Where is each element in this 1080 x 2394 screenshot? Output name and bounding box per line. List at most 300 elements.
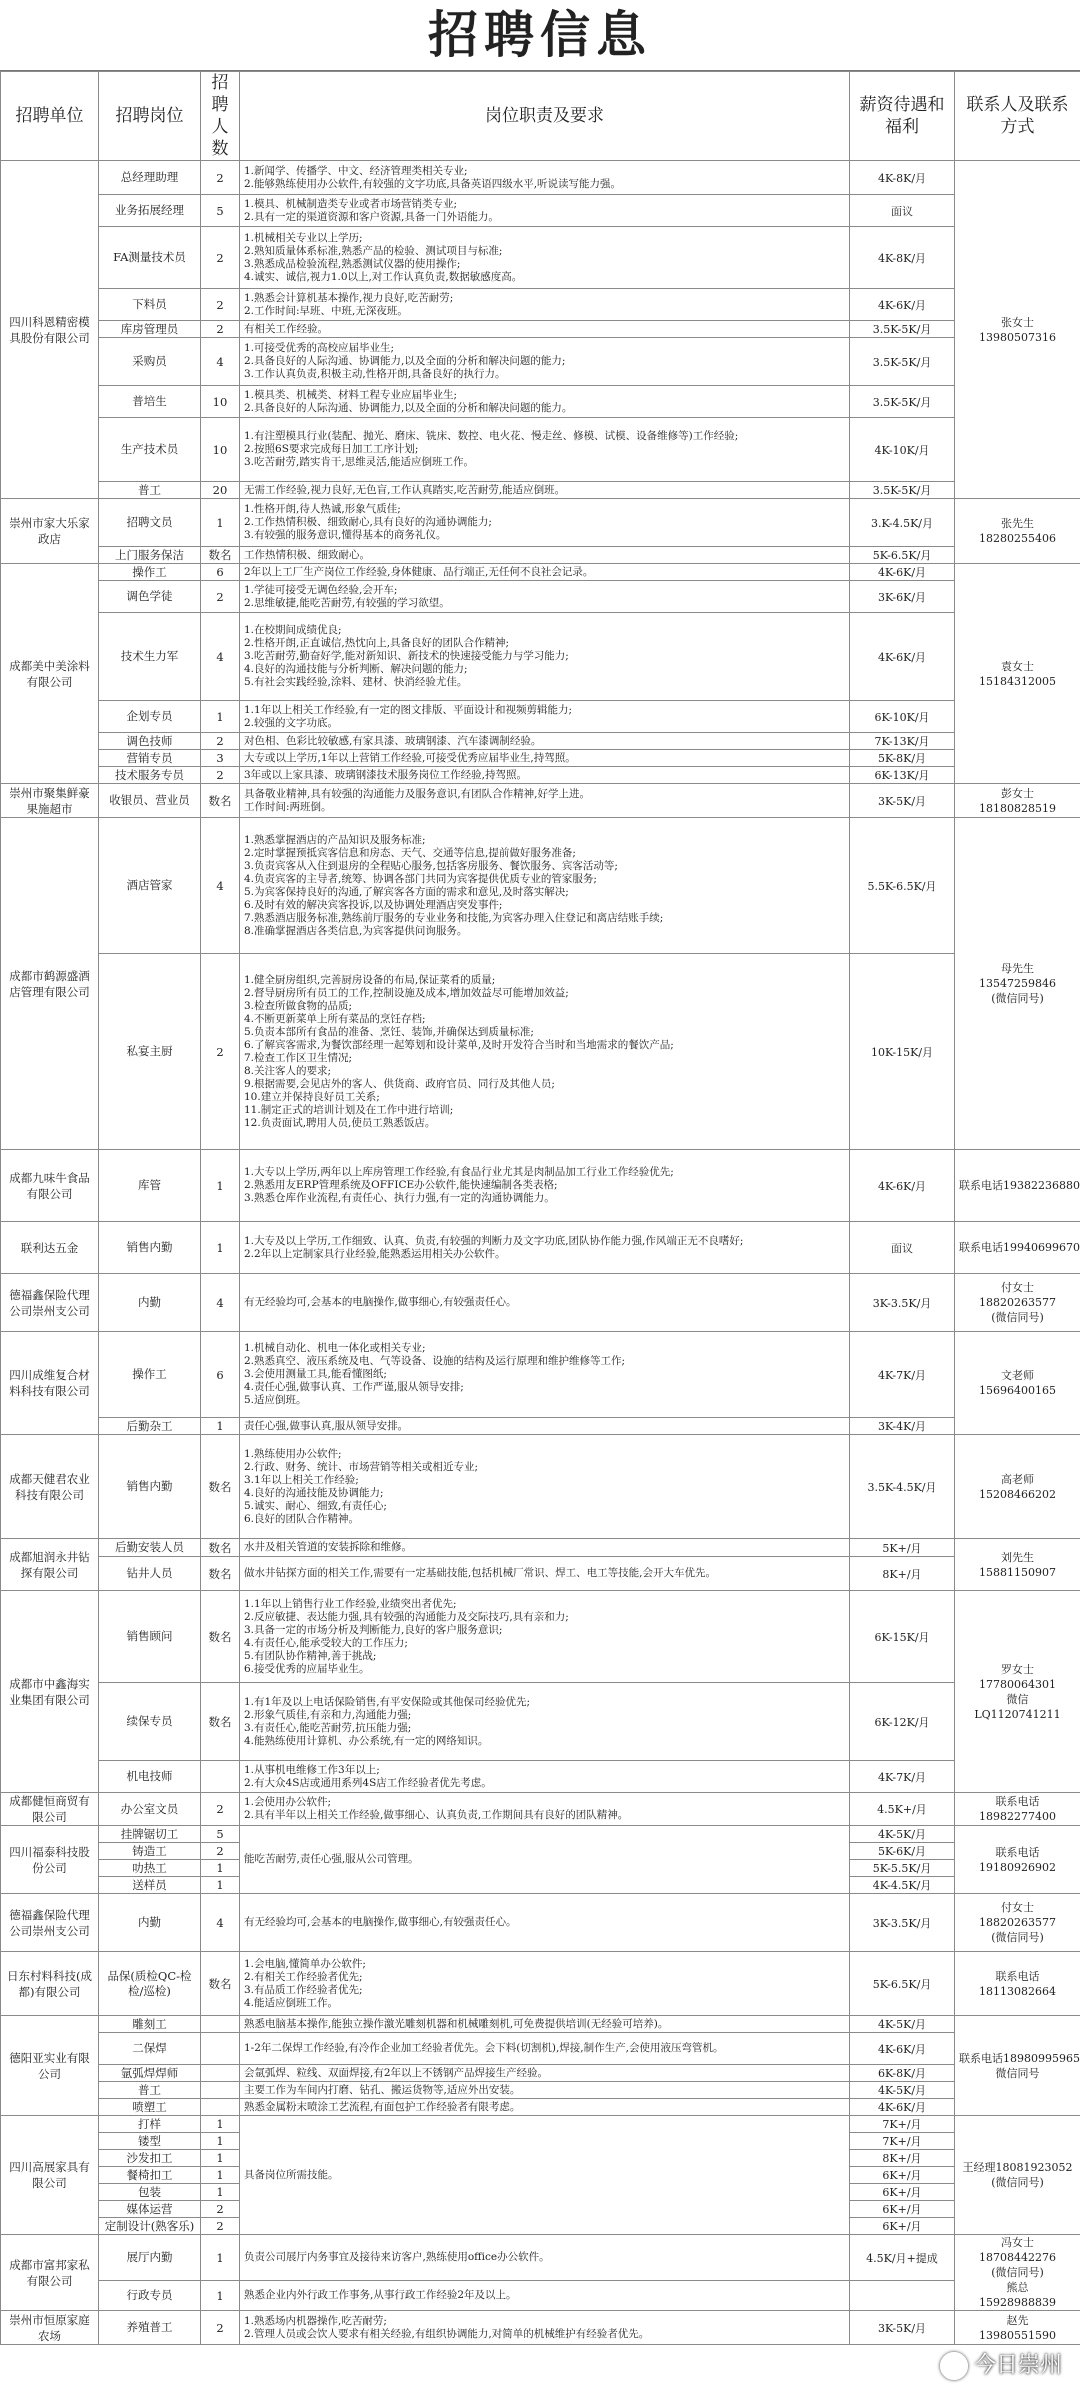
- duty-line: 1.大专以上学历,两年以上库房管理工作经验,有食品行业尤其是肉制品加工行业工作经验优先;: [244, 1166, 674, 1178]
- table-row: [1, 1683, 1080, 1761]
- contact-line: 彭女士: [1001, 786, 1034, 800]
- company-name: 崇州市恒原家庭农场: [1, 2311, 99, 2345]
- headcount: 数名: [201, 1557, 240, 1591]
- headcount: 1: [201, 1860, 240, 1877]
- duty-line: 2.工作时间:早班、中班,无深夜班。: [244, 304, 408, 317]
- duty-line: 4.良好的沟通技能与分析判断、解决问题的能力;: [244, 663, 468, 675]
- contact-line: 19180926902: [979, 1860, 1056, 1874]
- duty-line: 2.反应敏捷、表达能力强,具有较强的沟通能力及交际技巧,具有亲和力;: [244, 1610, 569, 1623]
- job-post: 挂牌锯切工: [99, 1826, 201, 1843]
- job-duties: [240, 954, 850, 1150]
- job-post: 后勤安装人员: [99, 1539, 201, 1557]
- job-post: 续保专员: [99, 1683, 201, 1761]
- contact-line: 13547259846: [979, 977, 1056, 990]
- headcount: 1: [201, 2235, 240, 2281]
- table-row: [1, 1894, 1080, 1952]
- contact-line: 18820263577: [979, 1296, 1056, 1309]
- duty-line: 2.2年以上定制家具行业经验,能熟悉运用相关办公软件。: [244, 1247, 506, 1260]
- table-row: [1, 1332, 1080, 1418]
- duty-line: 2.具备良好的人际沟通、协调能力,以及全面的分析和解决问题的能力。: [244, 401, 573, 414]
- duty-line: 3.吃苦耐劳,踏实肯干,思维灵活,能适应倒班工作。: [244, 456, 475, 468]
- table-row: [1, 767, 1080, 784]
- duty-line: 熟悉电脑基本操作,能独立操作激光雕刻机器和机械雕刻机,可免费提供培训(无经验可培养)。: [244, 2017, 669, 2030]
- duty-line: 3.熟悉仓库作业流程,有责任心、执行力强,有一定的沟通协调能力。: [244, 1192, 555, 1204]
- job-post: 调色技师: [99, 733, 201, 750]
- contact-line: 文老师: [1001, 1369, 1034, 1382]
- salary: 5K-5.5K/月: [850, 1860, 955, 1877]
- salary: 4K-6K/月: [850, 564, 955, 581]
- job-duties: [240, 1683, 850, 1761]
- duty-line: 1.熟悉场内机器操作,吃苦耐劳;: [244, 2314, 387, 2327]
- duty-line: 1.会使用办公软件;: [244, 1796, 332, 1808]
- contact-info: [955, 1150, 1080, 1222]
- duty-line: 3.有较强的服务意识,懂得基本的商务礼仪。: [244, 529, 447, 541]
- headcount: 数名: [201, 1435, 240, 1539]
- job-duties: [240, 2311, 850, 2345]
- contact-line: 15184312005: [979, 674, 1056, 688]
- header-post: 招聘岗位: [99, 72, 201, 161]
- duty-line: 2.管理人员或会饮人要求有相关经验,有组织协调能力,对简单的机械维护有经验者优先。: [244, 2327, 650, 2340]
- salary: 面议: [850, 195, 955, 227]
- job-duties: [240, 2033, 850, 2065]
- salary: 3.5K-5K/月: [850, 386, 955, 418]
- duty-line: 对色相、色彩比较敏感,有家具漆、玻璃钢漆、汽车漆调制经验。: [244, 734, 542, 747]
- job-duties: [240, 161, 850, 195]
- contact-line: 母先生: [1001, 962, 1034, 975]
- job-duties: [240, 701, 850, 733]
- table-row: [1, 581, 1080, 613]
- duty-line: 2.熟知质量体系标准,熟悉产品的检验、测试项目与标准;: [244, 244, 503, 257]
- table-row: [1, 1150, 1080, 1222]
- duty-line: 1.模具、机械制造类专业或者市场营销类专业;: [244, 197, 458, 210]
- contact-line: 王经理18081923052: [962, 2161, 1073, 2174]
- job-duties: [240, 1557, 850, 1591]
- duty-line: 2.性格开朗,正直诚信,热忱向上,具备良好的团队合作精神;: [244, 637, 510, 649]
- headcount: 2: [201, 954, 240, 1150]
- duty-line: 大专或以上学历,1年以上营销工作经验,可接受优秀应届毕业生,持驾照。: [244, 751, 576, 764]
- table-row: [1, 784, 1080, 818]
- contact-info: [955, 2116, 1080, 2235]
- contact-info: [955, 1826, 1080, 1894]
- job-post: 展厅内勤: [99, 2235, 201, 2281]
- table-row: [1, 499, 1080, 547]
- duty-line: 做水井钻探方面的相关工作,需要有一定基础技能,包括机械厂常识、焊工、电工等技能,会开大车优先。: [244, 1567, 717, 1579]
- salary: 7K+/月: [850, 2116, 955, 2133]
- job-post: 企划专员: [99, 701, 201, 733]
- salary: 3K-3.5K/月: [850, 1894, 955, 1952]
- table-row: [1, 2116, 1080, 2133]
- salary: 3K-6K/月: [850, 581, 955, 613]
- duty-line: 具备敬业精神,具有较强的沟通能力及服务意识,有团队合作精神,好学上进。: [244, 787, 591, 800]
- duty-line: 1.会电脑,懂简单办公软件;: [244, 1957, 366, 1970]
- company-name: 四川高展家具有限公司: [1, 2116, 99, 2235]
- headcount: 数名: [201, 1539, 240, 1557]
- headcount: 1: [201, 701, 240, 733]
- job-post: 沙发扣工: [99, 2150, 201, 2167]
- duty-line: 10.建立并保持良好员工关系;: [244, 1090, 380, 1103]
- contact-line: 熊总: [1006, 2281, 1029, 2294]
- contact-line: 15696400165: [979, 1384, 1056, 1397]
- contact-line: 17780064301: [979, 1677, 1056, 1691]
- job-post: 餐椅扣工: [99, 2167, 201, 2184]
- contact-line: 联系电话19940699670: [959, 1241, 1080, 1254]
- contact-line: 联系电话: [995, 1845, 1040, 1859]
- duty-line: 1.熟悉掌握酒店的产品知识及服务标准;: [244, 833, 426, 846]
- salary: 3.5K-5K/月: [850, 338, 955, 386]
- table-row: [1, 2082, 1080, 2099]
- table-row: [1, 613, 1080, 701]
- contact-line: 微信同号: [995, 2066, 1040, 2080]
- job-post: 私宴主厨: [99, 954, 201, 1150]
- company-name: 成都市鹤源盛酒店管理有限公司: [1, 818, 99, 1150]
- job-duties: [240, 195, 850, 227]
- headcount: 1: [201, 1877, 240, 1894]
- table-row: [1, 2311, 1080, 2345]
- job-post: 采购员: [99, 338, 201, 386]
- contact-info: [955, 1952, 1080, 2016]
- duty-line: 5.负责本部所有食品的准备、烹饪、装饰,并确保达到质量标准;: [244, 1025, 534, 1038]
- job-duties: [240, 613, 850, 701]
- job-post: 业务拓展经理: [99, 195, 201, 227]
- duty-line: 4.能熟练使用计算机、办公系统,有一定的网络知识。: [244, 1734, 489, 1747]
- duty-line: 1.可接受优秀的高校应届毕业生;: [244, 342, 395, 354]
- salary: 面议: [850, 1222, 955, 1274]
- duty-line: 2.行政、财务、统计、市场营销等相关或相近专业;: [244, 1460, 479, 1473]
- contact-info: [955, 2311, 1080, 2345]
- job-post: 招聘文员: [99, 499, 201, 547]
- job-post: 生产技术员: [99, 418, 201, 482]
- duty-line: 4.能适应倒班工作。: [244, 1996, 339, 2009]
- duty-line: 1.从事机电维修工作3年以上;: [244, 1763, 380, 1776]
- table-row: [1, 1761, 1080, 1793]
- headcount: 6: [201, 1332, 240, 1418]
- headcount: [201, 2065, 240, 2082]
- job-duties: [240, 1761, 850, 1793]
- table-row: [1, 750, 1080, 767]
- company-name: 成都市中鑫海实业集团有限公司: [1, 1591, 99, 1793]
- company-name: 成都市富邦家私有限公司: [1, 2235, 99, 2311]
- job-post: 营销专员: [99, 750, 201, 767]
- recruitment-table: [0, 71, 1080, 2345]
- page-title: 招聘信息: [0, 0, 1080, 71]
- contact-line: 15928988839: [979, 2296, 1056, 2309]
- salary: 3K-4K/月: [850, 1418, 955, 1435]
- job-post: 内勤: [99, 1274, 201, 1332]
- contact-line: 赵先: [1006, 2313, 1029, 2327]
- duty-line: 1.在校期间成绩优良;: [244, 624, 342, 636]
- contact-line: 15881150907: [979, 1565, 1056, 1579]
- duty-line: 2年以上工厂生产岗位工作经验,身体健康、品行端正,无任何不良社会记录。: [244, 565, 594, 578]
- salary: 4K-8K/月: [850, 161, 955, 195]
- job-duties: [240, 499, 850, 547]
- contact-info: [955, 499, 1080, 564]
- company-name: 成都天健君农业科技有限公司: [1, 1435, 99, 1539]
- headcount: 2: [201, 767, 240, 784]
- job-post: 技术服务专员: [99, 767, 201, 784]
- contact-info: [955, 1894, 1080, 1952]
- headcount: [201, 2016, 240, 2033]
- contact-info: [955, 1591, 1080, 1793]
- salary: 6K+/月: [850, 2167, 955, 2184]
- job-duties: [240, 2116, 850, 2235]
- table-row: [1, 2281, 1080, 2311]
- headcount: 2: [201, 2201, 240, 2218]
- table-row: [1, 1557, 1080, 1591]
- duty-line: 4.不断更新菜单上所有菜品的烹饪存档;: [244, 1012, 426, 1025]
- salary: 4.5K/月+提成: [850, 2235, 955, 2281]
- job-post: 内勤: [99, 1894, 201, 1952]
- table-row: [1, 195, 1080, 227]
- contact-line: (微信同号): [991, 992, 1044, 1005]
- duty-line: 2.有相关工作经验者优先;: [244, 1970, 363, 1983]
- table-row: [1, 733, 1080, 750]
- job-post: 普工: [99, 482, 201, 499]
- headcount: 2: [201, 1843, 240, 1860]
- job-duties: [240, 2082, 850, 2099]
- job-duties: [240, 733, 850, 750]
- job-post: 氩弧焊焊师: [99, 2065, 201, 2082]
- job-duties: [240, 1793, 850, 1826]
- table-row: [1, 818, 1080, 954]
- duty-line: 5.为宾客保持良好的沟通,了解宾客各方面的需求和意见,及时落实解决;: [244, 885, 569, 898]
- job-post: 调色学徒: [99, 581, 201, 613]
- job-duties: [240, 1222, 850, 1274]
- duty-line: 5.诚实、耐心、细致,有责任心;: [244, 1499, 387, 1512]
- table-row: [1, 1591, 1080, 1683]
- company-name: 四川科恩精密模具股份有限公司: [1, 161, 99, 499]
- table-row: [1, 2065, 1080, 2082]
- duty-line: 5.有社会实践经验,涂料、建材、快消经验尤佳。: [244, 676, 468, 688]
- duty-line: 负责公司展厅内务事宜及接待来访客户,熟练使用office办公软件。: [244, 2251, 550, 2263]
- watermark-text: 今日崇州: [973, 2353, 1062, 2378]
- salary: 6K+/月: [850, 2201, 955, 2218]
- contact-line: 袁女士: [1001, 659, 1034, 673]
- job-post: 打样: [99, 2116, 201, 2133]
- job-post: 操作工: [99, 1332, 201, 1418]
- contact-line: 13980551590: [979, 2328, 1056, 2342]
- salary: 4K-4.5K/月: [850, 1877, 955, 1894]
- job-duties: [240, 482, 850, 499]
- duty-line: 4.良好的沟通技能及协调能力;: [244, 1486, 384, 1499]
- job-duties: [240, 1894, 850, 1952]
- header-company: 招聘单位: [1, 72, 99, 161]
- contact-line: 高老师: [1001, 1472, 1034, 1486]
- duty-line: 2.形象气质佳,有亲和力,沟通能力强;: [244, 1708, 412, 1721]
- duty-line: 3.工作认真负责,积极主动,性格开朗,具备良好的执行力。: [244, 368, 506, 380]
- company-name: 联利达五金: [1, 1222, 99, 1274]
- duty-line: 熟悉企业内外行政工作事务,从事行政工作经验2年及以上。: [244, 2289, 517, 2301]
- job-post: 库管: [99, 1150, 201, 1222]
- job-post: 技术生力军: [99, 613, 201, 701]
- salary: 5K-6.5K/月: [850, 547, 955, 564]
- table-row: [1, 1826, 1080, 1843]
- job-duties: [240, 1591, 850, 1683]
- salary: 6K-10K/月: [850, 701, 955, 733]
- salary: 6K-13K/月: [850, 767, 955, 784]
- headcount: 2: [201, 1793, 240, 1826]
- duty-line: 2.有大众4S店或通用系列4S店工作经验者优先考虑。: [244, 1776, 492, 1789]
- contact-info: [955, 161, 1080, 499]
- job-post: 定制设计(熟客乐): [99, 2218, 201, 2235]
- duty-line: 3.会使用测量工具,能看懂图纸;: [244, 1368, 387, 1380]
- job-duties: [240, 1435, 850, 1539]
- salary: 8K+/月: [850, 2150, 955, 2167]
- headcount: 6: [201, 564, 240, 581]
- duty-line: 具备岗位所需技能。: [244, 2168, 339, 2181]
- job-duties: [240, 1418, 850, 1435]
- headcount: 5: [201, 195, 240, 227]
- job-duties: [240, 564, 850, 581]
- headcount: 4: [201, 613, 240, 701]
- duty-line: 2.工作热情积极、细致耐心,具有良好的沟通协调能力;: [244, 516, 492, 528]
- duty-line: 3年或以上家具漆、玻璃钢漆技术服务岗位工作经验,持驾照。: [244, 768, 528, 781]
- salary: 5K-6.5K/月: [850, 1952, 955, 2016]
- duty-line: 1.新闻学、传播学、中文、经济管理类相关专业;: [244, 164, 468, 177]
- headcount: 数名: [201, 1591, 240, 1683]
- job-duties: [240, 750, 850, 767]
- duty-line: 有无经验均可,会基本的电脑操作,做事细心,有较强责任心。: [244, 1296, 517, 1308]
- contact-line: 联系电话: [995, 1795, 1040, 1808]
- contact-line: 15208466202: [979, 1487, 1056, 1501]
- contact-line: 付女士: [1001, 1901, 1034, 1914]
- contact-line: 18820263577: [979, 1916, 1056, 1929]
- job-post: 镂型: [99, 2133, 201, 2150]
- job-duties: [240, 1274, 850, 1332]
- job-duties: [240, 767, 850, 784]
- table-row: [1, 386, 1080, 418]
- job-duties: [240, 338, 850, 386]
- salary: 3.5K-4.5K/月: [850, 1435, 955, 1539]
- duty-line: 2.思维敏捷,能吃苦耐劳,有较强的学习欲望。: [244, 596, 450, 609]
- job-post: 销售内勤: [99, 1222, 201, 1274]
- headcount: 2: [201, 227, 240, 289]
- salary: 4K-5K/月: [850, 1826, 955, 1843]
- salary: 4K-6K/月: [850, 2033, 955, 2065]
- duty-line: 11.制定正式的培训计划及在工作中进行培训;: [244, 1103, 454, 1116]
- salary: 5.5K-6.5K/月: [850, 818, 955, 954]
- job-duties: [240, 784, 850, 818]
- job-post: 后勤杂工: [99, 1418, 201, 1435]
- duty-line: 能吃苦耐劳,责任心强,服从公司管理。: [244, 1853, 419, 1865]
- duty-line: 3.熟悉成品检验流程,熟悉测试仪器的使用操作;: [244, 257, 461, 270]
- table-row: [1, 321, 1080, 338]
- headcount: 1: [201, 1418, 240, 1435]
- contact-line: 罗女士: [1001, 1662, 1034, 1676]
- salary: 8K+/月: [850, 1557, 955, 1591]
- duty-line: 2.较强的文字功底。: [244, 716, 339, 729]
- duty-line: 4.责任心强,做事认真、工作严谨,服从领导安排;: [244, 1381, 464, 1393]
- salary: 4K-6K/月: [850, 289, 955, 321]
- company-name: 崇州市聚集鲜豪果施超市: [1, 784, 99, 818]
- headcount: 1: [201, 2150, 240, 2167]
- watermark: [940, 2348, 1062, 2380]
- salary: [850, 2281, 955, 2311]
- salary: 5K-6K/月: [850, 1843, 955, 1860]
- company-name: 崇州市家大乐家政店: [1, 499, 99, 564]
- salary: 6K+/月: [850, 2184, 955, 2201]
- salary: 4K-7K/月: [850, 1332, 955, 1418]
- contact-line: 13980507316: [979, 330, 1056, 344]
- contact-line: 联系电话19382236880: [959, 1179, 1080, 1192]
- job-post: 库房管理员: [99, 321, 201, 338]
- duty-line: 1.性格开朗,待人热诚,形象气质佳;: [244, 503, 401, 515]
- headcount: 2: [201, 733, 240, 750]
- contact-line: (微信同号): [991, 1311, 1044, 1324]
- wechat-logo-icon: [940, 2352, 968, 2380]
- salary: 6K-8K/月: [850, 2065, 955, 2082]
- duty-line: 1.健全厨房组织,完善厨房设备的布局,保证菜肴的质量;: [244, 973, 496, 986]
- job-duties: [240, 386, 850, 418]
- duty-line: 8.准确掌握酒店各类信息,为宾客提供问询服务。: [244, 924, 468, 937]
- salary: 5K+/月: [850, 1539, 955, 1557]
- duty-line: 6.了解宾客需求,为餐饮部经理一起筹划和设计菜单,及时开发符合当时和当地需求的餐饮产品;: [244, 1038, 674, 1051]
- job-post: 喷塑工: [99, 2099, 201, 2116]
- contact-info: [955, 1793, 1080, 1826]
- contact-info: [955, 564, 1080, 784]
- headcount: [201, 2033, 240, 2065]
- salary: 4K-7K/月: [850, 1761, 955, 1793]
- headcount: 数名: [201, 1952, 240, 2016]
- salary: 4K-5K/月: [850, 2082, 955, 2099]
- headcount: 1: [201, 2184, 240, 2201]
- table-row: [1, 161, 1080, 195]
- contact-info: [955, 1332, 1080, 1435]
- salary: 6K-15K/月: [850, 1591, 955, 1683]
- job-post: 送样员: [99, 1877, 201, 1894]
- job-post: 酒店管家: [99, 818, 201, 954]
- table-row: [1, 1435, 1080, 1539]
- job-post: 行政专员: [99, 2281, 201, 2311]
- salary: 4K-6K/月: [850, 613, 955, 701]
- duty-line: 2.能够熟练使用办公软件,有较强的文字功底,具备英语四级水平,听说读写能力强。: [244, 177, 622, 190]
- salary: 4K-6K/月: [850, 2099, 955, 2116]
- headcount: 数名: [201, 784, 240, 818]
- job-post: FA测量技术员: [99, 227, 201, 289]
- duty-line: 有相关工作经验。: [244, 322, 328, 335]
- salary: 3K-5K/月: [850, 2311, 955, 2345]
- job-duties: [240, 321, 850, 338]
- headcount: 4: [201, 1894, 240, 1952]
- company-name: 四川福泰科技股份公司: [1, 1826, 99, 1894]
- headcount: 1: [201, 499, 240, 547]
- table-row: [1, 2033, 1080, 2065]
- table-header-row: [1, 72, 1080, 161]
- job-post: 下料员: [99, 289, 201, 321]
- company-name: 成都健恒商贸有限公司: [1, 1793, 99, 1826]
- duty-line: 3.吃苦耐劳,勤奋好学,能对新知识、新技术的快速接受能力与学习能力;: [244, 650, 569, 662]
- headcount: 2: [201, 321, 240, 338]
- duty-line: 1.机械相关专业以上学历;: [244, 231, 363, 244]
- table-row: [1, 1952, 1080, 2016]
- job-post: 叻热工: [99, 1860, 201, 1877]
- duty-line: 1.有注塑模具行业(装配、抛光、磨床、铣床、数控、电火花、慢走丝、修模、试模、设备维修等)工作经验;: [244, 430, 739, 442]
- contact-line: 微信: [1006, 1692, 1029, 1706]
- company-name: 四川成维复合材料科技有限公司: [1, 1332, 99, 1435]
- duty-line: 2.熟悉用友ERP管理系统及OFFICE办公软件,能快速编制各类表格;: [244, 1179, 558, 1191]
- contact-line: (微信同号): [991, 1931, 1044, 1944]
- duty-line: 3.具备一定的市场分析及判断能力,良好的客户服务意识;: [244, 1623, 503, 1636]
- contact-info: [955, 1274, 1080, 1332]
- job-post: 总经理助理: [99, 161, 201, 195]
- contact-line: 18280255406: [979, 532, 1056, 545]
- job-duties: [240, 1332, 850, 1418]
- duty-line: 4.诚实、诚信,视力1.0以上,对工作认真负责,数据敏感度高。: [244, 270, 523, 283]
- job-post: 铸造工: [99, 1843, 201, 1860]
- duty-line: 熟悉金属粉末喷涂工艺流程,有面包护工作经验者有限考虑。: [244, 2100, 521, 2113]
- job-duties: [240, 227, 850, 289]
- table-row: [1, 1418, 1080, 1435]
- contact-info: [955, 784, 1080, 818]
